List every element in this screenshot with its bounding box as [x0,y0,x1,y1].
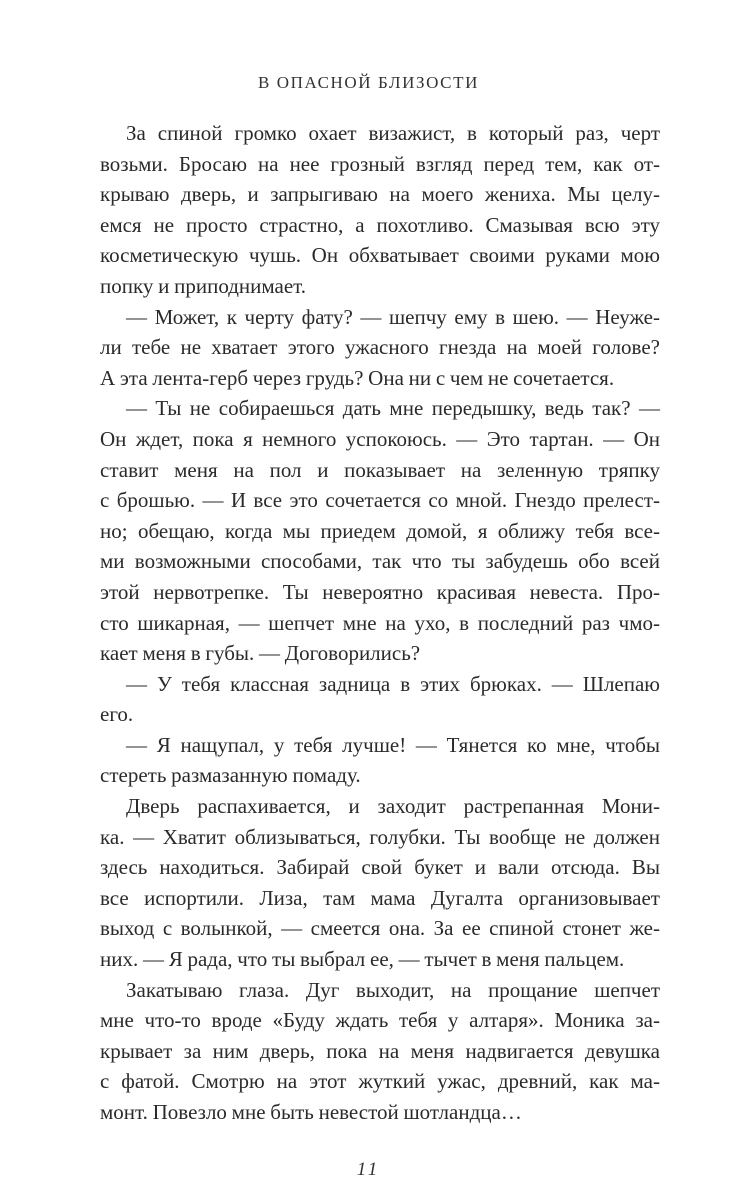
body-text [100,118,660,1128]
page-number: 11 [356,1158,381,1180]
text-line: стереть размазанную помаду. [100,763,361,788]
text-line: емся не просто страстно, а похотливо. Смазывая всю эту [100,212,660,237]
text-line: ка. — Хватит облизываться, голубки. Ты вообще не должен [100,824,660,849]
paragraph [100,393,660,668]
running-head: В ОПАСНОЙ БЛИЗОСТИ [258,73,479,92]
paragraph [100,302,660,394]
text-line: За спиной громко охает визажист, в который раз, черт [126,121,660,145]
text-line: мне что-то вроде «Буду ждать тебя у алтаря». Моника за- [100,1008,660,1033]
text-line: возьми. Бросаю на нее грозный взгляд перед тем, как от- [100,151,660,176]
text-line: все испортили. Лиза, там мама Дугалта организовывает [100,885,660,910]
text-line: — Может, к черту фату? — шепчу ему в шею. — Неуже- [126,304,660,329]
text-line: косметическую чушь. Он обхватывает своими руками мою [100,243,660,268]
paragraph [100,791,660,975]
paragraph [100,669,660,730]
text-line: выход с волынкой, — смеется она. За ее спиной стонет же- [100,916,660,941]
text-line: попку и приподнимает. [100,273,307,298]
paragraph [100,730,660,791]
text-line: сто шикарная, — шепчет мне на ухо, в последний раз чмо- [100,610,660,635]
text-line: — Ты не собираешься дать мне передышку, ведь так? — [126,396,660,421]
text-line: с фатой. Смотрю на этот жуткий ужас, древний, как ма- [100,1069,660,1094]
text-line: А эта лента-герб через грудь? Она ни с чем не сочетается. [100,365,615,390]
text-line: Закатываю глаза. Дуг выходит, на прощание шепчет [126,977,660,1002]
text-line: с брошью. — И все это сочетается со мной. Гнездо прелест- [100,488,660,513]
text-line: — У тебя классная задница в этих брюках. — Шлепаю [126,671,660,696]
text-line: крываю дверь, и запрыгиваю на моего жениха. Мы целу- [100,182,660,207]
text-line: них. — Я рада, что ты выбрал ее, — тычет в меня пальцем. [100,947,625,972]
text-line: монт. Повезло мне быть невестой шотландца… [100,1100,522,1124]
text-line: этой нервотрепке. Ты невероятно красивая невеста. Про- [100,579,660,604]
text-line: — Я нащупал, у тебя лучше! — Тянется ко мне, чтобы [126,732,660,757]
text-line: его. [100,702,134,727]
text-line: кает меня в губы. — Договорились? [100,641,421,666]
text-line: но; обещаю, когда мы приедем домой, я оближу тебя все- [100,518,660,543]
text-line: ставит меня на пол и показывает на зеленную тряпку [100,457,660,482]
text-line: ми возможными способами, так что ты забудешь обо всей [100,549,660,574]
text-line: крывает за ним дверь, пока на меня надвигается девушка [100,1038,660,1063]
text-line: ли тебе не хватает этого ужасного гнезда на моей голове? [100,335,660,360]
text-line: Дверь распахивается, и заходит растрепанная Мони- [126,794,660,819]
text-line: Он ждет, пока я немного успокоюсь. — Это тартан. — Он [100,426,660,451]
text-line: здесь находиться. Забирай свой букет и вали отсюда. Вы [100,855,660,880]
paragraph [100,975,660,1128]
paragraph [100,118,660,302]
